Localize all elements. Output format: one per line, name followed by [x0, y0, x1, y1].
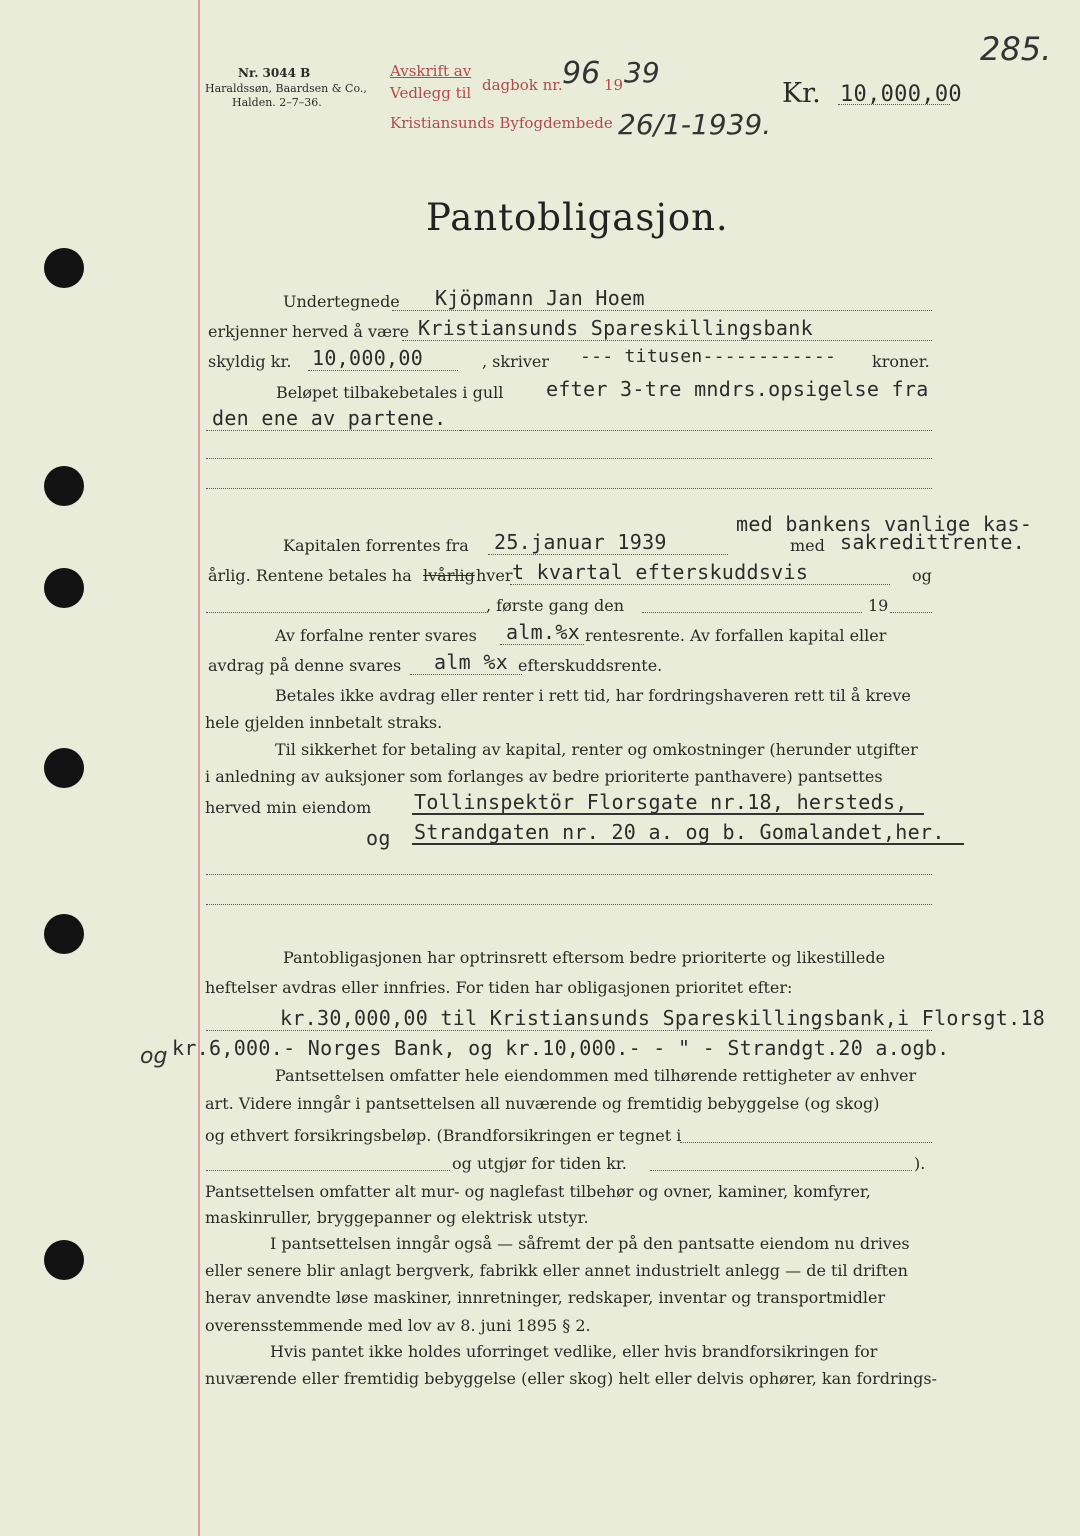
label-herved: herved min eiendom — [205, 798, 372, 817]
stamp-vedlegg: Vedlegg til — [390, 84, 472, 102]
payment-frequency: t kvartal efterskuddsvis — [512, 560, 809, 584]
label-belopet: Beløpet tilbakebetales i gull — [276, 383, 504, 402]
printer-line: Haraldssøn, Baardsen & Co., — [205, 82, 367, 95]
paragraph-line: og ethvert forsikringsbeløp. (Brandforsikringen er tegnet i — [205, 1126, 682, 1145]
stamp-dagbok: dagbok nr. — [482, 76, 563, 94]
punch-hole — [44, 568, 84, 608]
amount-words: --- titusen------------ — [580, 346, 837, 367]
year-handwritten: 39 — [624, 56, 660, 89]
printer-nr: Nr. 3044 B — [238, 66, 311, 80]
paragraph-line: Pantsettelsen omfatter alt mur- og naglefast tilbehør og ovner, kaminer, komfyrer, — [205, 1182, 871, 1201]
document-title: Pantobligasjon. — [426, 196, 729, 239]
paragraph-line: Betales ikke avdrag eller renter i rett tid, har fordringshaveren rett til å kreve — [275, 686, 911, 705]
label-forste-gang: , første gang den — [486, 596, 624, 615]
priority-og: og — [140, 1044, 168, 1069]
label-og-property: og — [366, 826, 391, 850]
punch-hole — [44, 914, 84, 954]
paragraph-line: hele gjelden innbetalt straks. — [205, 713, 443, 732]
text-rentesrente: rentesrente. Av forfallen kapital eller — [585, 626, 887, 645]
stamp-year: 19 — [604, 76, 624, 94]
printer-line: Halden. 2–7–36. — [232, 96, 322, 109]
label-19: 19 — [868, 596, 889, 615]
property-2: Strandgaten nr. 20 a. og b. Gomalandet,her. — [414, 820, 945, 844]
amount-figures: 10,000,00 — [312, 346, 424, 370]
paragraph-line: eller senere blir anlagt bergverk, fabrikk eller annet industrielt anlegg — de til driften — [205, 1261, 908, 1280]
paragraph-line: herav anvendte løse maskiner, innretninger, redskaper, inventar og transportmidler — [205, 1288, 886, 1307]
paragraph-line: Pantsettelsen omfatter hele eiendommen med tilhørende rettigheter av enhver — [275, 1066, 917, 1085]
label-av-forfalne: Av forfalne renter svares — [275, 626, 477, 645]
overdue-interest-rate: alm.%x — [506, 620, 581, 644]
interest-rate-type: sakredittrente. — [840, 530, 1026, 554]
stamp-court: Kristiansunds Byfogdembede — [390, 114, 613, 132]
label-kroner: kroner. — [872, 352, 930, 371]
paragraph-line: overensstemmende med lov av 8. juni 1895 § 2. — [205, 1316, 591, 1335]
paragraph-line: Til sikkerhet for betaling av kapital, renter og omkostninger (herunder utgifter — [275, 740, 918, 759]
date-handwritten: 26/1-1939. — [618, 108, 772, 141]
paragraph-line: nuværende eller fremtidig bebyggelse (eller skog) helt eller delvis ophører, kan fordrings- — [205, 1369, 937, 1388]
text-efterskuddsrente: efterskuddsrente. — [518, 656, 663, 675]
label-skyldig: skyldig kr. — [208, 352, 292, 371]
label-erkjenner: erkjenner herved å være — [208, 322, 410, 341]
priority-line-1: kr.30,000,00 til Kristiansunds Spareskillingsbank,i Florsgt.18 — [280, 1006, 1046, 1030]
label-skriver: , skriver — [482, 352, 549, 371]
paragraph-line: Hvis pantet ikke holdes uforringet vedlike, eller hvis brandforsikringen for — [270, 1342, 878, 1361]
repayment-terms-cont: den ene av partene. — [212, 406, 447, 430]
debtor-name: Kjöpmann Jan Hoem — [435, 286, 645, 310]
margin-line — [198, 0, 200, 1536]
label-med: med — [790, 536, 825, 555]
page-number: 285. — [980, 30, 1052, 68]
paragraph-line: art. Videre inngår i pantsettelsen all nuværende og fremtidig bebyggelse (og skog) — [205, 1094, 880, 1113]
kr-label: Kr. — [782, 78, 821, 109]
kr-amount: 10,000,00 — [840, 82, 962, 107]
label-hver: hver — [476, 566, 513, 585]
text-close-paren: ). — [914, 1154, 926, 1173]
label-undertegnede: Undertegnede — [283, 292, 400, 311]
paragraph-line: i anledning av auksjoner som forlanges av bedre prioriterte panthavere) pantsettes — [205, 767, 883, 786]
text-utgjor: og utgjør for tiden kr. — [452, 1154, 627, 1173]
paragraph-line: maskinruller, bryggepanner og elektrisk utstyr. — [205, 1208, 589, 1227]
paragraph-line: Pantobligasjonen har optrinsrett eftersom bedre prioriterte og likestillede — [283, 948, 886, 967]
punch-hole — [44, 248, 84, 288]
label-kapitalen: Kapitalen forrentes fra — [283, 536, 469, 555]
interest-note: med bankens vanlige kas- — [736, 512, 1033, 536]
punch-hole — [44, 466, 84, 506]
label-avdrag: avdrag på denne svares — [208, 656, 402, 675]
property-1: Tollinspektör Florsgate nr.18, hersteds, — [414, 790, 908, 814]
paragraph-line: heftelser avdras eller innfries. For tiden har obligasjonen prioritet efter: — [205, 978, 793, 997]
interest-start-date: 25.januar 1939 — [494, 530, 667, 554]
punch-hole — [44, 1240, 84, 1280]
stamp-avskrift: Avskrift av — [390, 62, 472, 80]
repayment-terms: efter 3-tre mndrs.opsigelse fra — [546, 377, 929, 401]
struck-text: lvårlig — [423, 566, 475, 585]
priority-line-2: kr.6,000.- Norges Bank, og kr.10,000.- - " - Strandgt.20 a.ogb. — [172, 1036, 950, 1060]
creditor-name: Kristiansunds Spareskillingsbank — [418, 316, 813, 340]
overdue-capital-rate: alm %x — [434, 650, 509, 674]
label-arlig: årlig. Rentene betales ha — [208, 566, 412, 585]
paragraph-line: I pantsettelsen inngår også — såfremt der på den pantsatte eiendom nu drives — [270, 1234, 910, 1253]
punch-hole — [44, 748, 84, 788]
label-og: og — [912, 566, 932, 585]
dagbok-number: 96 — [562, 56, 601, 91]
